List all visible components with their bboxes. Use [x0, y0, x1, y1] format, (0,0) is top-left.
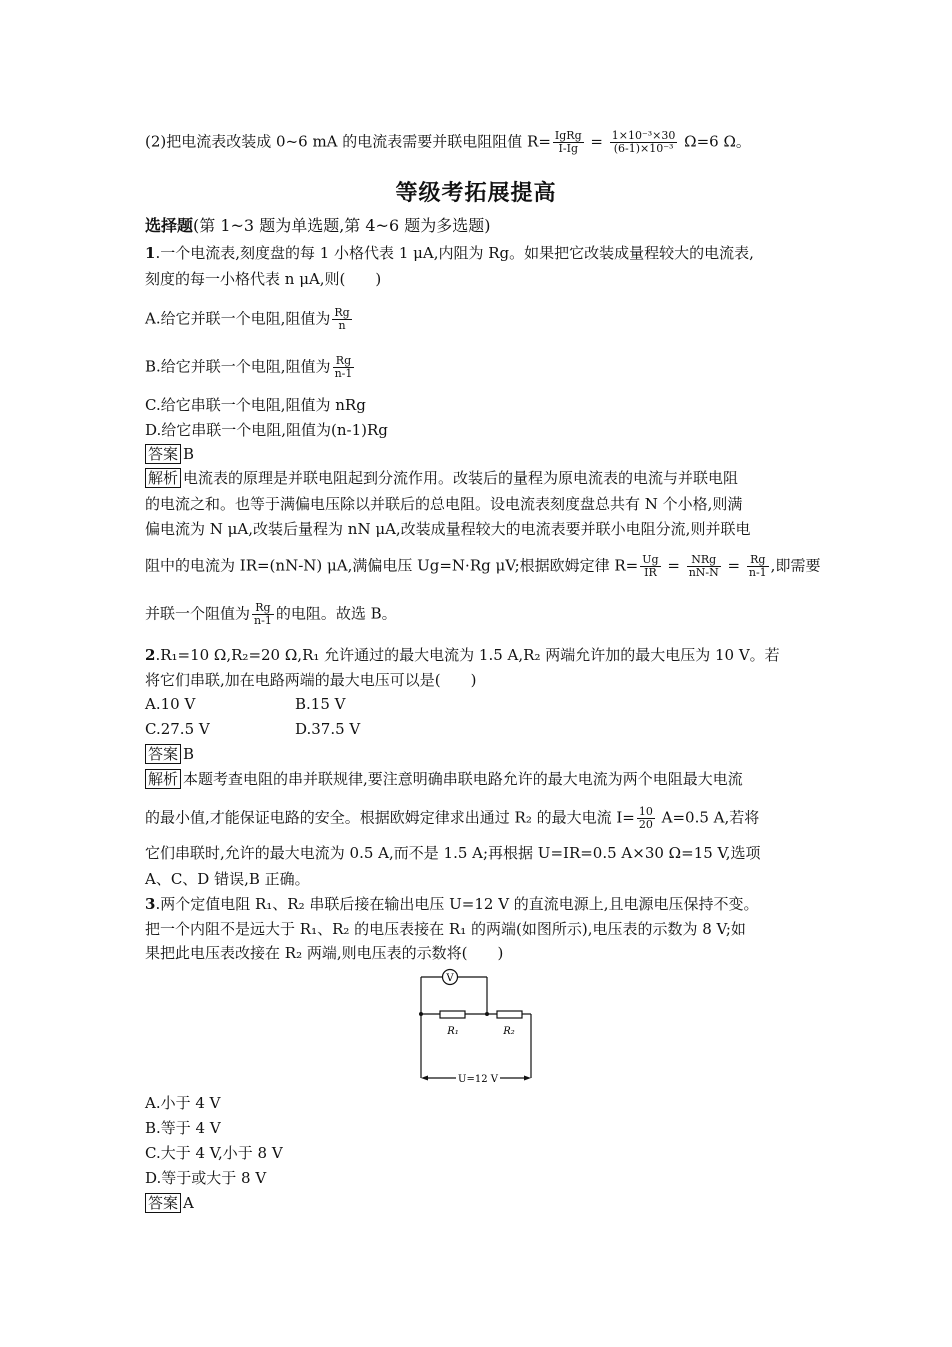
q3-stem-2: 把一个内阻不是远大于 R₁、R₂ 的电压表接在 R₁ 的两端(如图所示),电压表的示数为 8 V;如 — [145, 920, 746, 938]
frac-den: (6-1)×10⁻³ — [613, 142, 674, 155]
frac-num: 1×10⁻³×30 — [611, 129, 676, 142]
q1-analysis-4 — [145, 554, 820, 579]
q2-analysis-3: 它们串联时,允许的最大电流为 0.5 A,而不是 1.5 A;再根据 U=IR=0.5 A×30 Ω=15 V,选项 — [145, 844, 761, 862]
voltage-label: U=12 V — [458, 1074, 498, 1085]
q3-option-b: B.等于 4 V — [145, 1119, 221, 1137]
analysis-text: 电流表的原理是并联电阻起到分流作用。改装后的量程为原电流表的电流与并联电阻 — [183, 469, 739, 487]
answer-value: A — [183, 1194, 194, 1212]
frac-den: 20 — [638, 818, 653, 831]
analysis-label: 解析 — [145, 769, 181, 789]
analysis-text: 并联一个阻值为 — [145, 604, 251, 623]
equals: = — [662, 556, 685, 575]
q2-stem-2: 将它们串联,加在电路两端的最大电压可以是( ) — [145, 671, 477, 689]
analysis-label: 解析 — [145, 468, 181, 488]
answer-label: 答案 — [145, 1193, 181, 1213]
q2-analysis-2 — [145, 806, 759, 831]
frac-den: nN-N — [688, 566, 719, 579]
q3-option-c: C.大于 4 V,小于 8 V — [145, 1144, 283, 1162]
frac-num: Ug — [642, 553, 659, 566]
resistor-r1 — [440, 1011, 465, 1018]
option-text: B.给它并联一个电阻,阻值为 — [145, 357, 331, 376]
q2-option-d: D.37.5 V — [295, 720, 361, 738]
fraction — [252, 602, 274, 627]
frac-den: IR — [644, 566, 657, 579]
frac-den: n-1 — [748, 566, 767, 579]
r2-label: R₂ — [503, 1026, 515, 1037]
node-dot — [485, 1012, 489, 1016]
frac-num: NRg — [687, 554, 721, 567]
q2-stem-text: .R₁=10 Ω,R₂=20 Ω,R₁ 允许通过的最大电流为 1.5 A,R₂ 两端允许加的最大电压为 10 V。若 — [155, 646, 780, 664]
q2-option-a: A.10 V — [145, 695, 196, 713]
q2-stem-1 — [145, 645, 780, 665]
q1-analysis-3: 偏电流为 N μA,改装后量程为 nN μA,改装成量程较大的电流表要并联小电阻分流,则并联电 — [145, 520, 751, 538]
analysis-text: 本题考查电阻的串并联规律,要注意明确串联电路允许的最大电流为两个电阻最大电流 — [183, 770, 743, 788]
q1-answer — [145, 444, 194, 464]
q1-option-d: D.给它串联一个电阻,阻值为(n-1)Rg — [145, 421, 388, 439]
fraction — [687, 554, 721, 579]
answer-value: B — [183, 445, 195, 463]
prev-result: Ω=6 Ω。 — [679, 132, 751, 151]
fraction — [637, 806, 655, 831]
subheading-bold: 选择题 — [145, 216, 194, 235]
analysis-text: 的电阻。故选 B。 — [275, 604, 397, 623]
q2-option-b: B.15 V — [295, 695, 346, 713]
option-fraction — [333, 355, 355, 380]
q1-analysis-5 — [145, 602, 397, 627]
q3-stem-text: .两个定值电阻 R₁、R₂ 串联后接在输出电压 U=12 V 的直流电源上,且电源电压保持不变。 — [155, 895, 759, 913]
q1-option-b — [145, 355, 356, 380]
arrow-right-icon — [524, 1076, 531, 1081]
prev-fraction-1 — [553, 130, 584, 155]
subheading-rest: (第 1~3 题为单选题,第 4~6 题为多选题) — [193, 216, 491, 235]
q1-option-c: C.给它串联一个电阻,阻值为 nRg — [145, 396, 366, 414]
option-fraction — [332, 307, 351, 332]
analysis-text: A=0.5 A,若将 — [656, 808, 760, 827]
q1-stem-text: .一个电流表,刻度盘的每 1 小格代表 1 μA,内阻为 Rg。如果把它改装成量程较大的电流表, — [155, 244, 754, 262]
answer-value: B — [183, 745, 195, 763]
equals: = — [722, 556, 745, 575]
q2-option-c: C.27.5 V — [145, 720, 210, 738]
q1-number: 1 — [145, 244, 156, 262]
frac-num: Rg — [334, 306, 350, 319]
q2-analysis-4: A、C、D 错误,B 正确。 — [145, 870, 310, 888]
q3-stem-3: 果把此电压表改接在 R₂ 两端,则电压表的示数将( ) — [145, 944, 504, 962]
q3-stem-1 — [145, 894, 759, 914]
equals: = — [585, 132, 608, 151]
option-text: A.给它并联一个电阻,阻值为 — [145, 309, 331, 328]
frac-num: Rg — [747, 554, 769, 567]
frac-num: 10 — [638, 805, 653, 818]
subheading — [145, 216, 490, 236]
q3-number: 3 — [145, 895, 156, 913]
analysis-text: 的最小值,才能保证电路的安全。根据欧姆定律求出通过 R₂ 的最大电流 I= — [145, 808, 635, 827]
analysis-text: ,即需要 — [770, 556, 821, 575]
arrow-left-icon — [421, 1076, 428, 1081]
voltmeter-label: V — [446, 973, 454, 984]
frac-den: n-1 — [334, 367, 353, 380]
q3-answer — [145, 1193, 194, 1213]
node-dot — [419, 1012, 423, 1016]
q1-analysis-2: 的电流之和。也等于满偏电压除以并联后的总电阻。设电流表刻度盘总共有 N 个小格,则满 — [145, 495, 743, 513]
answer-label: 答案 — [145, 444, 181, 464]
fraction — [640, 554, 660, 579]
frac-den: I-Ig — [558, 142, 578, 155]
section-title: 等级考拓展提高 — [395, 181, 557, 206]
q2-number: 2 — [145, 646, 156, 664]
q2-analysis-1 — [145, 769, 743, 789]
q1-analysis-1 — [145, 468, 738, 488]
frac-den: n-1 — [254, 614, 272, 627]
q3-option-a: A.小于 4 V — [145, 1094, 221, 1112]
frac-num: Rg — [333, 355, 355, 368]
prev-question-line — [145, 130, 751, 155]
frac-num: Rg — [252, 602, 274, 615]
frac-num: IgRg — [554, 129, 582, 142]
fraction — [747, 554, 769, 579]
q1-stem-1 — [145, 243, 754, 263]
prev-fraction-2 — [610, 130, 678, 155]
r1-label: R₁ — [447, 1026, 459, 1037]
q2-answer — [145, 744, 194, 764]
resistor-r2 — [497, 1011, 522, 1018]
prev-text: (2)把电流表改装成 0~6 mA 的电流表需要并联电阻阻值 R= — [145, 132, 551, 151]
answer-label: 答案 — [145, 744, 181, 764]
frac-den: n — [338, 319, 346, 332]
q1-stem-2: 刻度的每一小格代表 n μA,则( ) — [145, 270, 382, 288]
q3-option-d: D.等于或大于 8 V — [145, 1169, 267, 1187]
q1-option-a — [145, 307, 354, 332]
analysis-text: 阻中的电流为 IR=(nN-N) μA,满偏电压 Ug=N·Rg μV;根据欧姆定律 R= — [145, 556, 639, 575]
circuit-diagram — [410, 966, 545, 1090]
